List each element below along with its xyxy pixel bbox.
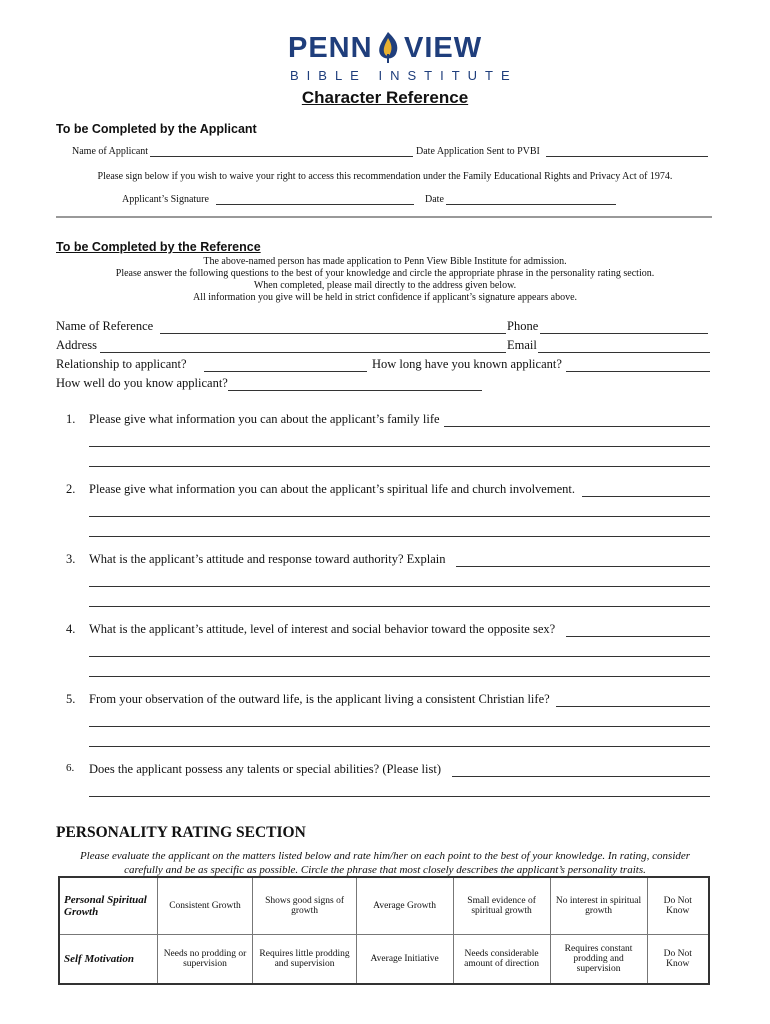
flame-leaf-icon (374, 30, 402, 64)
question-number: 4. (66, 622, 76, 636)
applicant-name-field[interactable] (150, 156, 413, 157)
email-label: Email (507, 338, 537, 352)
how-well-label: How well do you know applicant? (56, 376, 228, 390)
signature-date-label: Date (425, 194, 444, 205)
how-well-field[interactable] (228, 390, 482, 391)
answer-line[interactable] (89, 606, 710, 607)
signature-label: Applicant’s Signature (122, 194, 209, 205)
personality-section-title: PERSONALITY RATING SECTION (56, 824, 306, 841)
section-divider (56, 216, 712, 218)
reference-instruction-3: When completed, please mail directly to the address given below. (253, 280, 517, 291)
relationship-field[interactable] (204, 371, 367, 372)
date-sent-field[interactable] (546, 156, 708, 157)
rating-option[interactable]: Average Growth (356, 877, 453, 934)
question-number: 2. (66, 482, 76, 496)
question-number: 1. (66, 412, 76, 426)
logo-subtitle: BIBLE INSTITUTE (290, 68, 518, 83)
reference-instruction-4: All information you give will be held in strict confidence if applicant’s signature appears above. (192, 292, 578, 303)
phone-label: Phone (507, 319, 539, 333)
answer-line[interactable] (89, 726, 710, 727)
answer-line[interactable] (89, 466, 710, 467)
rating-option[interactable]: Small evidence of spiritual growth (453, 877, 550, 934)
reference-name-label: Name of Reference (56, 319, 154, 333)
applicant-section-heading: To be Completed by the Applicant (56, 122, 257, 136)
logo-text-view: VIEW (404, 32, 483, 64)
personality-instructions-line-1: Please evaluate the applicant on the matters listed below and rate him/her on each point to the best of your knowledge. In rating, consider (79, 850, 691, 862)
table-row (59, 877, 709, 934)
table-row (59, 934, 709, 984)
question-number: 3. (66, 552, 76, 566)
question-text: Does the applicant possess any talents or special abilities? (Please list) (89, 762, 441, 776)
applicant-name-label: Name of Applicant (72, 146, 149, 157)
address-field[interactable] (100, 352, 506, 353)
answer-line[interactable] (89, 746, 710, 747)
waiver-text: Please sign below if you wish to waive your right to access this recommendation under the Family Educational Rights and Privacy Act of 1974. (97, 171, 673, 182)
how-long-field[interactable] (566, 371, 710, 372)
rating-option[interactable]: Do Not Know (647, 877, 709, 934)
rating-option[interactable]: Needs no prodding or supervision (157, 934, 253, 984)
relationship-label: Relationship to applicant? (56, 357, 187, 371)
reference-section-heading: To be Completed by the Reference (56, 240, 261, 254)
answer-line[interactable] (456, 566, 710, 567)
answer-line[interactable] (582, 496, 710, 497)
rating-option[interactable]: Needs considerable amount of direction (453, 934, 550, 984)
answer-line[interactable] (89, 656, 710, 657)
answer-line[interactable] (89, 536, 710, 537)
rating-option[interactable]: Consistent Growth (157, 877, 253, 934)
signature-date-field[interactable] (446, 204, 616, 205)
question-text: From your observation of the outward life, is the applicant living a consistent Christian life? (89, 692, 550, 706)
answer-line[interactable] (89, 796, 710, 797)
rating-option[interactable]: Requires constant prodding and supervision (550, 934, 647, 984)
answer-line[interactable] (89, 516, 710, 517)
question-number: 6. (66, 762, 75, 774)
question-text: What is the applicant’s attitude, level of interest and social behavior toward the opposite sex? (89, 622, 556, 636)
answer-line[interactable] (444, 426, 710, 427)
date-sent-label: Date Application Sent to PVBI (416, 146, 540, 157)
address-label: Address (56, 338, 97, 352)
rating-option[interactable]: Requires little prodding and supervision (253, 934, 356, 984)
answer-line[interactable] (89, 676, 710, 677)
rating-option[interactable]: No interest in spiritual growth (550, 877, 647, 934)
reference-name-field[interactable] (160, 333, 506, 334)
how-long-label: How long have you known applicant? (372, 357, 562, 371)
answer-line[interactable] (89, 446, 710, 447)
question-text: What is the applicant’s attitude and response toward authority? Explain (89, 552, 446, 566)
logo-text-penn: PENN (288, 32, 373, 64)
question-text: Please give what information you can about the applicant’s family life (89, 412, 440, 426)
rating-option[interactable]: Shows good signs of growth (253, 877, 356, 934)
question-text: Please give what information you can about the applicant’s spiritual life and church involvement. (89, 482, 575, 496)
answer-line[interactable] (556, 706, 710, 707)
trait-label: Personal Spiritual Growth (59, 877, 157, 934)
personality-rating-table (58, 876, 710, 985)
reference-instruction-2: Please answer the following questions to the best of your knowledge and circle the appropriate phrase in the personality rating section. (115, 268, 655, 279)
rating-option[interactable]: Do Not Know (647, 934, 709, 984)
email-field[interactable] (538, 352, 710, 353)
personality-instructions-line-2: carefully and be as specific as possible. Circle the phrase that most closely describes the applicant’s personality traits. (124, 864, 646, 876)
trait-label: Self Motivation (59, 934, 157, 984)
phone-field[interactable] (540, 333, 708, 334)
page-title: Character Reference (301, 88, 469, 107)
question-number: 5. (66, 692, 76, 706)
answer-line[interactable] (452, 776, 710, 777)
logo (288, 30, 518, 83)
answer-line[interactable] (566, 636, 710, 637)
reference-instruction-1: The above-named person has made application to Penn View Bible Institute for admission. (203, 256, 567, 267)
rating-option[interactable]: Average Initiative (356, 934, 453, 984)
answer-line[interactable] (89, 586, 710, 587)
signature-field[interactable] (216, 204, 414, 205)
